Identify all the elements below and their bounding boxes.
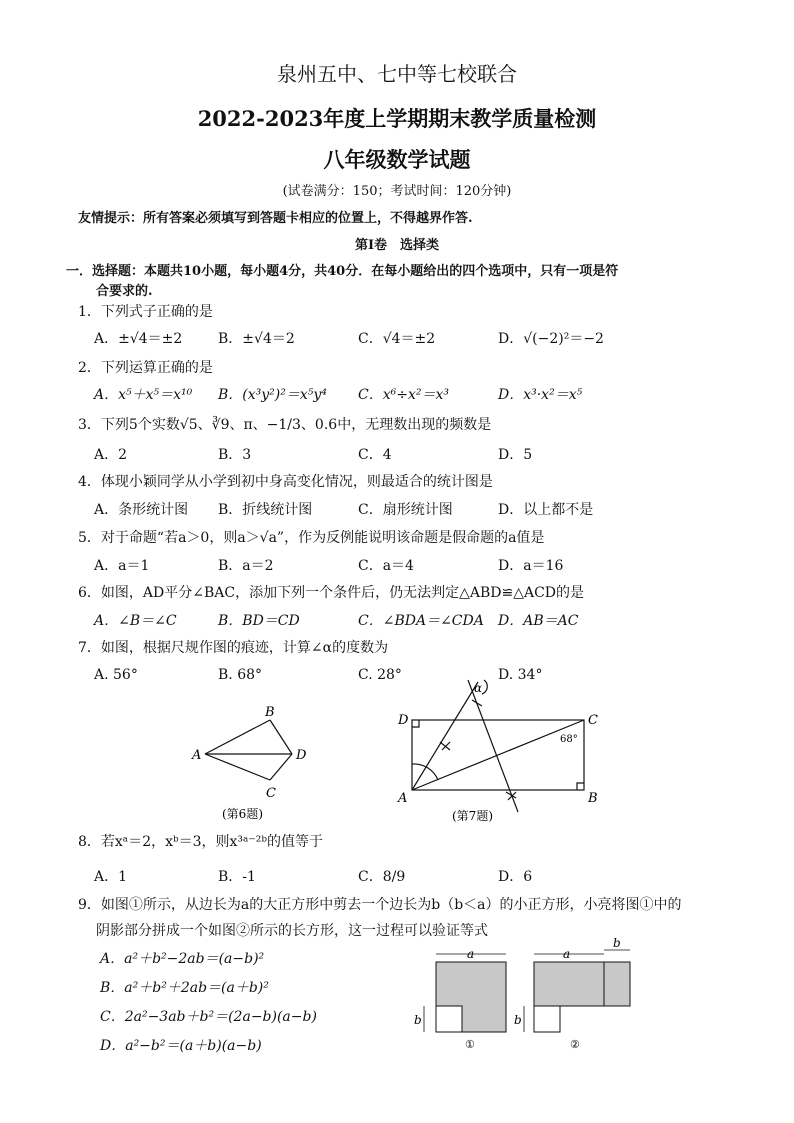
fig7-caption: (第7题) (452, 809, 493, 823)
question-4-stem: 4．体现小颖同学从小学到初中身高变化情况，则最适合的统计图是 (78, 474, 493, 490)
q3-option-a: A．2 (94, 447, 128, 463)
fig7-right-angle-b (577, 783, 584, 790)
fig7-label-d: D (398, 713, 409, 728)
q7-option-c: C. 28° (358, 667, 402, 683)
q6-option-c: C．∠BDA＝∠CDA (358, 613, 484, 629)
figure-6 (180, 700, 340, 826)
fig9-2-label-b-top: b (613, 936, 621, 950)
q5-option-a: A．a＝1 (94, 558, 150, 574)
question-6-stem: 6．如图，AD平分∠BAC，添加下列一个条件后，仍无法判定△ABD≌△ACD的是 (78, 585, 585, 601)
fig9-2-label-b: b (514, 1013, 522, 1027)
title-subject: 八年级数学试题 (323, 147, 471, 172)
fig9-2-rect-left (534, 962, 604, 1006)
q1-option-a: A．±√4＝±2 (94, 331, 183, 347)
fig7-mark-1 (440, 742, 450, 750)
fig6-label-d: D (296, 748, 307, 763)
q5-option-c: C．a＝4 (358, 558, 414, 574)
fig7-arc-a (412, 764, 438, 780)
fig7-angle-68: 68° (560, 734, 578, 745)
q7-option-b: B. 68° (218, 667, 263, 683)
fig9-2-label-a: a (563, 947, 571, 961)
section-intro-line2: 合要求的. (96, 284, 153, 299)
q7-option-a: A. 56° (94, 667, 138, 683)
figure-7 (390, 672, 610, 828)
fig7-alpha-arc (482, 680, 487, 694)
section-intro-line1: 一．选择题：本题共10小题，每小题4分，共40分．在每小题给出的四个选项中，只有一项是符 (66, 264, 619, 279)
question-5-stem: 5．对于命题“若a＞0，则a＞√a”，作为反例能说明该命题是假命题的a值是 (78, 530, 545, 546)
fig7-ray (412, 682, 478, 790)
fig6-label-b: B (265, 705, 275, 720)
q2-option-c: C．x⁶÷x²＝x³ (358, 387, 449, 403)
fig6-edge-bd (270, 720, 292, 754)
q2-option-b: B．(x³y²)²＝x⁵y⁴ (218, 387, 327, 403)
question-9-stem-line1: 9．如图①所示，从边长为a的大正方形中剪去一个边长为b（b＜a）的小正方形，小亮将图①中的 (78, 897, 682, 913)
q9-option-d: D．a²−b²＝(a＋b)(a−b) (100, 1038, 262, 1054)
fig9-1-label-b: b (414, 1013, 422, 1027)
friendly-tip: 友情提示：所有答案必须填写到答题卡相应的位置上，不得越界作答. (78, 211, 473, 226)
fig9-1-label-a: a (467, 947, 475, 961)
q9-option-c: C．2a²−3ab＋b²＝(2a−b)(a−b) (100, 1009, 317, 1025)
fig9-1-cutout (436, 1006, 462, 1032)
volume-title: 第Ⅰ卷 选择类 (354, 238, 440, 253)
q4-option-c: C．扇形统计图 (358, 502, 453, 518)
q8-option-d: D．6 (498, 869, 533, 885)
q1-option-c: C．√4＝±2 (358, 331, 436, 347)
question-7-stem: 7．如图，根据尺规作图的痕迹，计算∠α的度数为 (78, 640, 389, 656)
question-8-stem: 8．若xᵃ＝2，xᵇ＝3，则x³ᵃ⁻²ᵇ的值等于 (78, 834, 324, 850)
question-2-stem: 2．下列运算正确的是 (78, 360, 213, 376)
title-schools: 泉州五中、七中等七校联合 (277, 62, 517, 86)
figure-9 (410, 936, 640, 1054)
q6-option-b: B．BD＝CD (218, 613, 300, 629)
q6-option-d: D．AB＝AC (498, 613, 579, 629)
fig6-label-a: A (192, 748, 202, 763)
q3-option-b: B．3 (218, 447, 252, 463)
q8-option-a: A．1 (94, 869, 128, 885)
question-9-stem-line2: 阴影部分拼成一个如图②所示的长方形，这一过程可以验证等式 (96, 923, 488, 939)
fig7-label-a: A (398, 791, 408, 806)
q1-option-b: B．±√4＝2 (218, 331, 295, 347)
question-3-stem: 3．下列5个实数√5、∛9、π、−1/3、0.6中，无理数出现的频数是 (78, 417, 492, 433)
question-1-stem: 1．下列式子正确的是 (78, 304, 213, 320)
q1-option-d: D．√(−2)²＝−2 (498, 331, 604, 347)
fig6-edge-ac (205, 754, 270, 780)
fig7-right-angle-d (412, 720, 419, 727)
q3-option-d: D．5 (498, 447, 533, 463)
fig6-label-c: C (266, 786, 276, 801)
fig9-2-rect-right (604, 962, 630, 1006)
fig9-2-square (534, 1006, 560, 1032)
q8-option-c: C．8/9 (358, 869, 406, 885)
q2-option-d: D．x³·x²＝x⁵ (498, 387, 583, 403)
exam-info: (试卷满分：150；考试时间：120分钟) (282, 184, 512, 199)
fig6-edge-cd (270, 754, 292, 780)
q8-option-b: B．-1 (218, 869, 256, 885)
q4-option-b: B．折线统计图 (218, 502, 313, 518)
q4-option-d: D．以上都不是 (498, 502, 594, 518)
q7-option-d: D. 34° (498, 667, 543, 683)
q9-option-b: B．a²＋b²＋2ab＝(a＋b)² (100, 980, 269, 996)
fig9-caption-2: ② (570, 1038, 580, 1051)
fig7-label-alpha: α (474, 681, 483, 695)
q3-option-c: C．4 (358, 447, 392, 463)
fig6-edge-ab (205, 720, 270, 754)
q5-option-b: B．a＝2 (218, 558, 274, 574)
fig6-caption: (第6题) (222, 807, 263, 821)
fig7-label-c: C (588, 713, 598, 728)
q5-option-d: D．a＝16 (498, 558, 564, 574)
q6-option-a: A．∠B＝∠C (94, 613, 177, 629)
q9-option-a: A．a²＋b²−2ab＝(a−b)² (100, 951, 265, 967)
fig9-caption-1: ① (465, 1038, 475, 1051)
q2-option-a: A．x⁵＋x⁵＝x¹⁰ (94, 387, 193, 403)
q4-option-a: A．条形统计图 (94, 502, 189, 518)
fig7-bisector (468, 680, 518, 812)
fig7-label-b: B (588, 791, 598, 806)
title-exam: 2022-2023年度上学期期末教学质量检测 (197, 106, 597, 131)
